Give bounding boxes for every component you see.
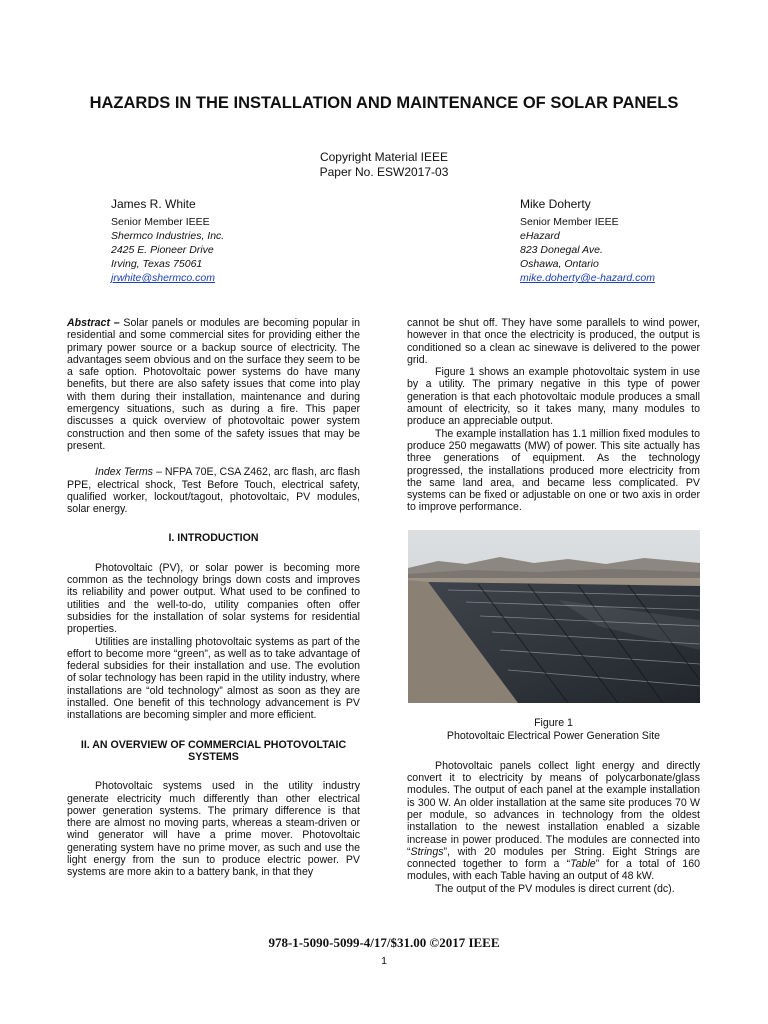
left-column — [67, 317, 360, 879]
figure-caption: Photovoltaic Electrical Power Generation Site — [446, 729, 661, 742]
body-paragraph: The output of the PV modules is direct current (dc). — [435, 882, 675, 895]
figure-label: Figure 1 — [534, 716, 573, 729]
section-heading-introduction: I. INTRODUCTION — [168, 532, 259, 545]
author-title: Senior Member IEEE — [111, 216, 210, 228]
index-terms-text: – NFPA 70E, CSA Z462, arc flash, arc flash PPE, electrical shock, Test Before Touch, electrical safety, qualified worker, lockout/tagout, photovoltaic, PV modules, solar energy. — [67, 466, 360, 516]
author-name: Mike Doherty — [520, 197, 591, 211]
author-company: eHazard — [520, 230, 560, 242]
author-street: 2425 E. Pioneer Drive — [111, 244, 214, 256]
body-paragraph: Figure 1 shows an example photovoltaic system in use by a utility. The primary negative in this type of power generation is that each photovoltaic module produces a small amount of electricity, so it takes many, many modules to produce an appreciable output. — [407, 366, 700, 428]
paper-number: Paper No. ESW2017-03 — [319, 165, 449, 179]
abstract-paragraph — [67, 317, 360, 452]
author-street: 823 Donegal Ave. — [520, 244, 603, 256]
copyright-line: Copyright Material IEEE — [319, 150, 449, 164]
body-paragraph: cannot be shut off. They have some parallels to wind power, however in that once the electricity is produced, the output is conditioned so a clean ac sinewave is delivered to the power grid. — [407, 317, 700, 366]
emphasis-table: Table — [570, 858, 596, 871]
paper-title: HAZARDS IN THE INSTALLATION AND MAINTENANCE OF SOLAR PANELS — [89, 94, 679, 112]
author-city: Irving, Texas 75061 — [111, 258, 203, 270]
author-block-white — [111, 197, 331, 285]
author-email-link[interactable]: mike.doherty@e-hazard.com — [520, 272, 655, 284]
page-number: 1 — [381, 955, 387, 967]
abstract-text: Solar panels or modules are becoming popular in residential and some commercial sites for providing either the primary power source or a backup source of electricity. The advantages seem obvious and on the surface they seem to be a safe option. Photovoltaic power systems do have many benefits, but there are also safety issues that come into play with them during their installation, maintenance and during emergency situations, such as during a fire. This paper discusses a quick overview of photovoltaic power system construction and then some of the safety issues that may be present. — [67, 317, 360, 452]
author-city: Oshawa, Ontario — [520, 258, 599, 270]
body-paragraph: Photovoltaic (PV), or solar power is becoming more common as the technology brings down costs and improves its reliability and power output. What used to be confined to utilities and the well-to-do, utility companies often offer subsidies for the installation of solar systems for residential properties. — [67, 561, 360, 636]
emphasis-strings: Strings — [410, 845, 444, 858]
body-text: Photovoltaic panels collect light energy and directly convert it to electricity by means of polycarbonate/glass modules. The output of each panel at the example installation is 300 W. An older installation at the same site produces 70 W per module, so advances in technology from the oldest installation to the newest installation enabled a sizable increase in power produced. The modules are connected into “ — [407, 759, 700, 858]
index-terms-paragraph — [67, 466, 360, 515]
body-paragraph: Photovoltaic systems used in the utility industry generate electricity much differently than other electrical power generation systems. The primary difference is that there are almost no moving parts, whereas a steam-driven or wind generator will have a prime mover. Photovoltaic generating system have no prime mover, as such and use the light energy from the sun to produce electric power. PV systems are more akin to a battery bank, in that they — [67, 780, 360, 879]
figure-solar-farm-photo — [408, 530, 700, 703]
author-title: Senior Member IEEE — [520, 216, 619, 228]
copyright-block — [234, 150, 534, 180]
section-heading-overview: II. AN OVERVIEW OF COMMERCIAL PHOTOVOLTAIC SYSTEMS — [80, 738, 347, 763]
index-terms-label: Index Terms — [95, 466, 153, 479]
abstract-label: Abstract – — [67, 317, 120, 329]
author-email-link[interactable]: jrwhite@shermco.com — [111, 272, 216, 284]
body-text: ” for a total of 160 modules, with each Table having an output of 48 kW. — [407, 858, 700, 883]
footer-isbn: 978-1-5090-5099-4/17/$31.00 ©2017 IEEE — [268, 935, 500, 950]
author-block-doherty — [520, 197, 740, 285]
author-name: James R. White — [111, 197, 196, 211]
body-paragraph: Utilities are installing photovoltaic systems as part of the effort to become more “green”, as well as to take advantage of federal subsidies for their installation and use. The evolution of solar technology has been rapid in the utility industry, where installations are “old technology” almost as soon as they are installed. One benefit of this technology advancement is PV installations are becoming simpler and more efficient. — [67, 635, 360, 722]
body-paragraph — [407, 760, 700, 883]
body-text: ”, with 20 modules per String. Eight Strings are connected together to form a “ — [407, 845, 700, 871]
right-column — [407, 317, 700, 895]
body-paragraph: The example installation has 1.1 million fixed modules to produce 250 megawatts (MW) of power. This site actually has three generations of equipment. As the technology progressed, the installations produced more electricity from the same land area, and became less complicated. PV systems can be fixed or adjustable on one or two axis in order to improve performance. — [407, 427, 700, 514]
author-company: Shermco Industries, Inc. — [111, 230, 225, 242]
